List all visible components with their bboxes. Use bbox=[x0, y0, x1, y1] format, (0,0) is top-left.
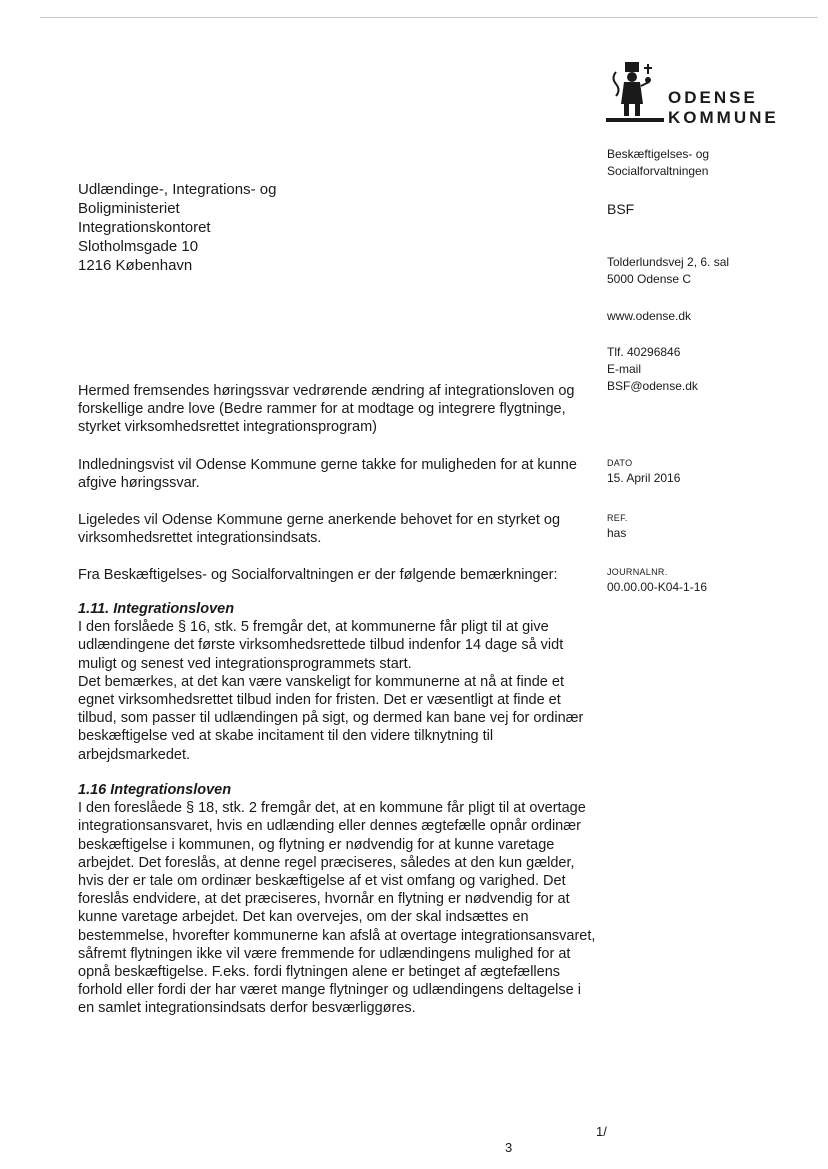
logo-line-kommune: KOMMUNE bbox=[668, 108, 779, 127]
acknowledge-paragraph bbox=[78, 511, 598, 547]
journal-value: 00.00.00-K04-1-16 bbox=[607, 580, 708, 594]
journal-label: JOURNALNR. bbox=[607, 567, 668, 577]
sender-address bbox=[607, 254, 729, 288]
intro-paragraph bbox=[78, 382, 598, 437]
address-line: Tolderlundsvej 2, 6. sal bbox=[607, 255, 730, 269]
page-number: 3 bbox=[505, 1140, 513, 1155]
department-line: Socialforvaltningen bbox=[607, 164, 709, 178]
recipient-line: Slotholmsgade 10 bbox=[78, 238, 199, 255]
paragraph: Det bemærkes, at det kan være vanskeligt for kommunerne at nå at finde et egnet virksomhedsrettet tilbud inden for fristen. Det er væsentligt at finde et tilbud, som passer til udlændingen på sigt, og dermed kan bane vej for ordinær beskæftigelse ved at skabe incitament til den videre tilknytning til arbejdsmarkedet. bbox=[78, 673, 584, 763]
department-line: Beskæftigelses- og bbox=[607, 147, 710, 161]
email-label: E-mail bbox=[607, 362, 642, 376]
date-value: 15. April 2016 bbox=[607, 471, 681, 485]
phone-number: Tlf. 40296846 bbox=[607, 345, 681, 359]
recipient-line: Integrationskontoret bbox=[78, 219, 211, 236]
continued-marker: 1/ bbox=[596, 1124, 607, 1139]
section-1-11 bbox=[78, 600, 598, 764]
email-address[interactable]: BSF@odense.dk bbox=[607, 379, 698, 393]
logo-line-odense: ODENSE bbox=[668, 88, 758, 107]
paragraph: I den forslåede § 16, stk. 5 fremgår det, at kommunerne får pligt til at give udlændingene det første virksomhedsrettede tilbud indenfor 14 dage så vidt muligt og senest ved integrationsprogrammets start. bbox=[78, 619, 564, 672]
ref-label: REF. bbox=[607, 513, 628, 523]
paragraph: Fra Beskæftigelses- og Socialforvaltningen er der følgende bemærkninger: bbox=[78, 567, 558, 583]
journal-block bbox=[607, 565, 707, 596]
logo-wordmark bbox=[668, 88, 779, 128]
paragraph: Hermed fremsendes høringssvar vedrørende ændring af integrationsloven og forskellige andre love (Bedre rammer for at modtage og integrere flygtninge, styrket virksomhedsrettet integrationsprogram) bbox=[78, 383, 575, 436]
date-label: DATO bbox=[607, 458, 633, 468]
thanks-paragraph bbox=[78, 456, 598, 492]
section-heading: 1.11. Integrationsloven bbox=[78, 601, 235, 617]
date-block bbox=[607, 456, 680, 487]
sender-department bbox=[607, 146, 709, 180]
section-1-16 bbox=[78, 781, 598, 1018]
sender-website[interactable]: www.odense.dk bbox=[607, 309, 692, 323]
odense-coat-of-arms-icon bbox=[610, 58, 656, 122]
remarks-intro bbox=[78, 566, 598, 584]
paragraph: Ligeledes vil Odense Kommune gerne anerkende behovet for en styrket og virksomhedsrettet integrationsindsats. bbox=[78, 512, 561, 547]
section-heading: 1.16 Integrationsloven bbox=[78, 782, 232, 798]
paragraph: Indledningsvist vil Odense Kommune gerne takke for muligheden for at kunne afgive høringssvar. bbox=[78, 457, 577, 492]
sender-abbreviation: BSF bbox=[607, 201, 635, 217]
recipient-address bbox=[78, 180, 276, 275]
address-line: 5000 Odense C bbox=[607, 272, 692, 286]
odense-kommune-logo bbox=[606, 58, 806, 128]
recipient-line: Boligministeriet bbox=[78, 200, 180, 217]
ref-value: has bbox=[607, 526, 627, 540]
sender-contact bbox=[607, 344, 698, 395]
logo-underline bbox=[606, 118, 664, 122]
scan-top-rule bbox=[40, 17, 818, 18]
ref-block bbox=[607, 511, 628, 542]
paragraph: I den foreslåede § 18, stk. 2 fremgår det, at en kommune får pligt til at overtage integrationsansvaret, hvis en udlænding eller dennes ægtefælle opnår ordinær beskæftigelse i kommunen, og flytning er nødvendig for at kunne varetage arbejdet. Det foreslås, at denne regel præciseres, således at den kun gælder, hvis der er tale om ordinær beskæftigelse af et vist omfang og varighed. Det foreslås endvidere, at det præciseres, hvornår en flytning er nødvendig for at kunne varetage arbejdet. Det kan overvejes, om der skal indsættes en bestemmelse, hvorefter kommunerne kan afslå at overtage integrationsansvaret, såfremt flytningen ikke vil være fremmende for udlændingens mulighed for at opnå beskæftigelse. F.eks. fordi flytningen alene er betinget af ægtefællens forhold eller fordi der har været mange flytninger og udlændingens deltagelse i en samlet integrationsindsats derfor besværliggøres. bbox=[78, 800, 596, 1017]
recipient-line: Udlændinge-, Integrations- og bbox=[78, 181, 277, 198]
recipient-line: 1216 København bbox=[78, 257, 193, 274]
